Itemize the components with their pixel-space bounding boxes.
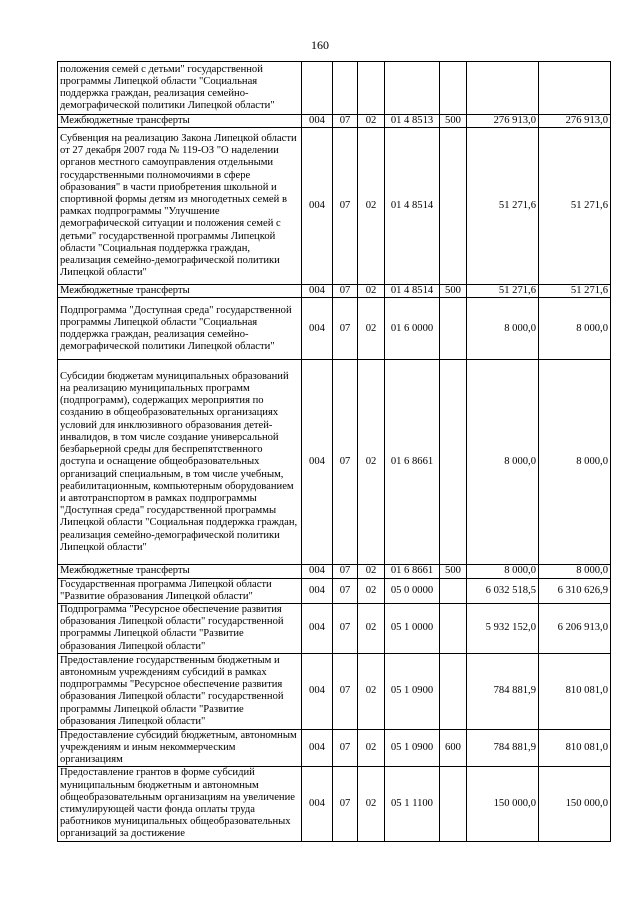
row-name: Предоставление грантов в форме субсидий муниципальным бюджетным и автономным общеобразовательным организациям на увеличение стимулирующей части фонда оплаты труда работников муниципальных общеобразовательных организаций за достижение	[58, 767, 302, 841]
ministry-code: 004	[302, 360, 333, 565]
amount-second: 810 081,0	[539, 729, 611, 767]
amount-first	[467, 62, 539, 115]
ministry-code	[302, 62, 333, 115]
subsection-code: 02	[358, 128, 385, 285]
ministry-code: 004	[302, 298, 333, 360]
subsection-code: 02	[358, 565, 385, 578]
target-code: 01 6 0000	[385, 298, 440, 360]
amount-first: 51 271,6	[467, 285, 539, 298]
target-code: 05 1 0900	[385, 653, 440, 729]
amount-second: 8 000,0	[539, 565, 611, 578]
target-code: 05 1 1100	[385, 767, 440, 841]
section-code: 07	[333, 653, 358, 729]
target-code: 01 6 8661	[385, 565, 440, 578]
table-row	[58, 565, 611, 578]
expense-type-code	[440, 128, 467, 285]
section-code: 07	[333, 604, 358, 654]
section-code	[333, 62, 358, 115]
subsection-code: 02	[358, 298, 385, 360]
amount-second: 276 913,0	[539, 115, 611, 128]
section-code: 07	[333, 115, 358, 128]
subsection-code: 02	[358, 767, 385, 841]
amount-first: 8 000,0	[467, 565, 539, 578]
subsection-code	[358, 62, 385, 115]
amount-first: 150 000,0	[467, 767, 539, 841]
table-row	[58, 128, 611, 285]
row-name: Межбюджетные трансферты	[58, 565, 302, 578]
subsection-code: 02	[358, 653, 385, 729]
section-code: 07	[333, 360, 358, 565]
ministry-code: 004	[302, 115, 333, 128]
expense-type-code: 500	[440, 115, 467, 128]
row-name: Государственная программа Липецкой области "Развитие образования Липецкой области"	[58, 578, 302, 603]
target-code: 05 1 0000	[385, 604, 440, 654]
ministry-code: 004	[302, 729, 333, 767]
ministry-code: 004	[302, 578, 333, 603]
expense-type-code: 500	[440, 565, 467, 578]
row-name: положения семей с детьми" государственной программы Липецкой области "Социальная поддержка граждан, реализация семейно-демографической политики Липецкой области"	[58, 62, 302, 115]
target-code: 05 0 0000	[385, 578, 440, 603]
section-code: 07	[333, 565, 358, 578]
amount-first: 8 000,0	[467, 298, 539, 360]
budget-table	[57, 61, 611, 842]
ministry-code: 004	[302, 285, 333, 298]
table-row	[58, 115, 611, 128]
amount-second: 810 081,0	[539, 653, 611, 729]
amount-second: 51 271,6	[539, 128, 611, 285]
table-row	[58, 62, 611, 115]
subsection-code: 02	[358, 729, 385, 767]
target-code	[385, 62, 440, 115]
amount-second: 51 271,6	[539, 285, 611, 298]
amount-first: 5 932 152,0	[467, 604, 539, 654]
expense-type-code	[440, 578, 467, 603]
subsection-code: 02	[358, 115, 385, 128]
target-code: 01 4 8514	[385, 128, 440, 285]
row-name: Межбюджетные трансферты	[58, 285, 302, 298]
amount-first: 8 000,0	[467, 360, 539, 565]
target-code: 05 1 0900	[385, 729, 440, 767]
table-row	[58, 653, 611, 729]
amount-second: 150 000,0	[539, 767, 611, 841]
target-code: 01 4 8513	[385, 115, 440, 128]
section-code: 07	[333, 767, 358, 841]
amount-first: 6 032 518,5	[467, 578, 539, 603]
ministry-code: 004	[302, 565, 333, 578]
target-code: 01 6 8661	[385, 360, 440, 565]
amount-first: 784 881,9	[467, 729, 539, 767]
row-name: Субсидии бюджетам муниципальных образований на реализацию муниципальных программ (подпрограмм), содержащих мероприятия по созданию в общеобразовательных организациях условий для инклюзивного образования детей-инвалидов, в том числе создание универсальной безбарьерной среды для беспрепятственного доступа и оснащение общеобразовательных организаций специальным, в том числе учебным, реабилитационным, компьютерным оборудованием и автотранспортом в рамках подпрограммы "Доступная среда" государственной программы Липецкой области "Социальная поддержка граждан, реализация семейно-демографической политики Липецкой области"	[58, 360, 302, 565]
table-row	[58, 578, 611, 603]
amount-first: 276 913,0	[467, 115, 539, 128]
ministry-code: 004	[302, 604, 333, 654]
ministry-code: 004	[302, 128, 333, 285]
page-number: 160	[311, 38, 329, 52]
row-name: Предоставление субсидий бюджетным, автономным учреждениям и иным некоммерческим организациям	[58, 729, 302, 767]
expense-type-code	[440, 298, 467, 360]
subsection-code: 02	[358, 578, 385, 603]
expense-type-code	[440, 767, 467, 841]
subsection-code: 02	[358, 604, 385, 654]
row-name: Межбюджетные трансферты	[58, 115, 302, 128]
table-row	[58, 360, 611, 565]
expense-type-code	[440, 604, 467, 654]
table-row	[58, 285, 611, 298]
target-code: 01 4 8514	[385, 285, 440, 298]
amount-second: 6 310 626,9	[539, 578, 611, 603]
amount-second: 6 206 913,0	[539, 604, 611, 654]
table-row	[58, 729, 611, 767]
section-code: 07	[333, 578, 358, 603]
section-code: 07	[333, 285, 358, 298]
section-code: 07	[333, 729, 358, 767]
expense-type-code	[440, 653, 467, 729]
section-code: 07	[333, 298, 358, 360]
amount-second: 8 000,0	[539, 360, 611, 565]
row-name: Подпрограмма "Ресурсное обеспечение развития образования Липецкой области" государственной программы Липецкой области "Развитие образования Липецкой области"	[58, 604, 302, 654]
table-row	[58, 767, 611, 841]
row-name: Предоставление государственным бюджетным и автономным учреждениям субсидий в рамках подпрограммы "Ресурсное обеспечение развития образования Липецкой области" государственной программы Липецкой области "Развитие образования Липецкой области"	[58, 653, 302, 729]
ministry-code: 004	[302, 767, 333, 841]
amount-first: 784 881,9	[467, 653, 539, 729]
amount-first: 51 271,6	[467, 128, 539, 285]
row-name: Подпрограмма "Доступная среда" государственной программы Липецкой области "Социальная поддержка граждан, реализация семейно-демографической политики Липецкой области"	[58, 298, 302, 360]
expense-type-code: 600	[440, 729, 467, 767]
expense-type-code: 500	[440, 285, 467, 298]
expense-type-code	[440, 62, 467, 115]
table-row	[58, 298, 611, 360]
table-row	[58, 604, 611, 654]
ministry-code: 004	[302, 653, 333, 729]
row-name: Субвенция на реализацию Закона Липецкой области от 27 декабря 2007 года № 119-ОЗ "О наделении органов местного самоуправления отдельными государственными полномочиями в сфере образования" в части приобретения школьной и спортивной формы детям из многодетных семей в рамках подпрограммы "Улучшение демографической ситуации и положения семей с детьми" государственной программы Липецкой области "Социальная поддержка граждан, реализация семейно-демографической политики Липецкой области"	[58, 128, 302, 285]
expense-type-code	[440, 360, 467, 565]
amount-second	[539, 62, 611, 115]
amount-second: 8 000,0	[539, 298, 611, 360]
subsection-code: 02	[358, 360, 385, 565]
section-code: 07	[333, 128, 358, 285]
subsection-code: 02	[358, 285, 385, 298]
